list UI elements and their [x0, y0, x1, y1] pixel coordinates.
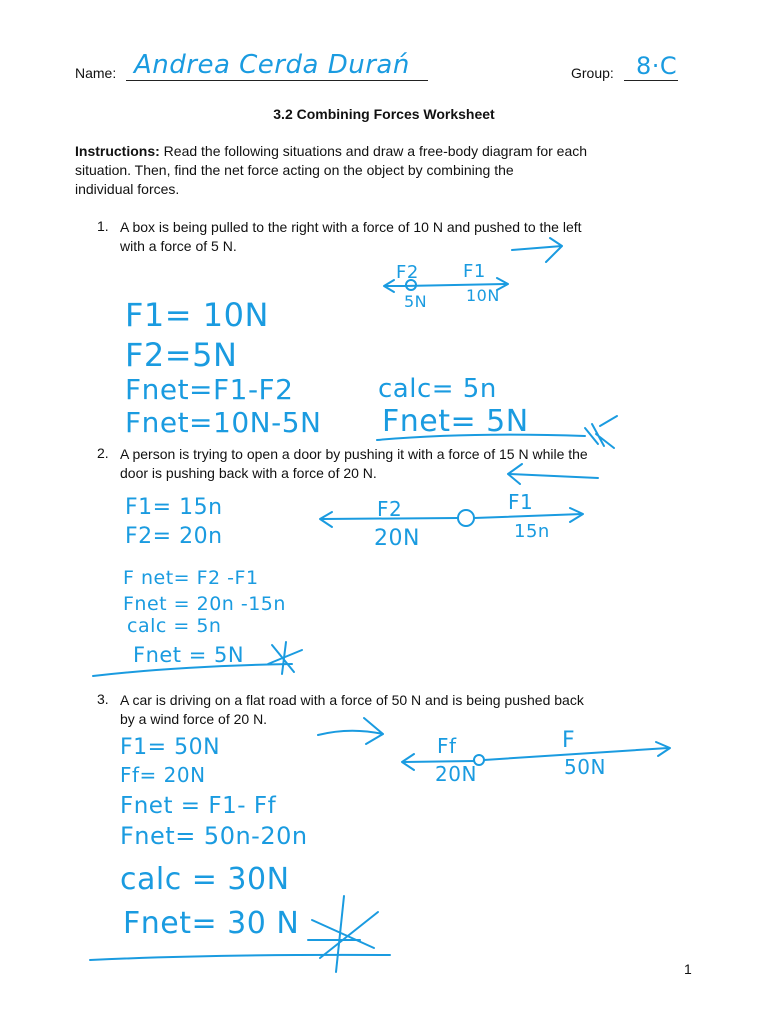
q2-diagram-right-label: F1 [508, 490, 534, 514]
name-label: Name: [75, 65, 117, 81]
q1-diagram-right-value: 10N [466, 286, 500, 305]
q3-diagram-left-value: 20N [435, 762, 477, 786]
q2-diagram-left-value: 20N [374, 526, 420, 551]
q3-work-line-5: calc = 30N [120, 862, 290, 897]
q3-work-line-2: Ff= 20N [120, 763, 206, 787]
question-3-number: 3. [97, 691, 109, 707]
q3-diagram-right-label: F [562, 728, 576, 753]
q2-check-mark-icon [268, 642, 302, 674]
q2-work-line-3: F net= F2 -F1 [123, 567, 259, 589]
q3-answer-underline [90, 955, 390, 960]
q2-work-line-1: F1= 15n [125, 495, 223, 520]
q2-answer: Fnet = 5N [133, 643, 245, 667]
q1-check-mark-icon [585, 416, 617, 448]
group-value: 8·C [636, 52, 678, 80]
q3-diagram-right-value: 50N [564, 755, 606, 779]
question-2-number: 2. [97, 445, 109, 461]
instructions-text-1: Read the following situations and draw a free-body diagram for each [163, 143, 588, 159]
q1-diagram-right-label: F1 [463, 261, 486, 282]
instructions-text-2: situation. Then, find the net force acting on the object by combining the [75, 162, 514, 178]
q1-answer: Fnet= 5N [382, 404, 529, 439]
q2-work-line-5: calc = 5n [127, 615, 222, 637]
q3-diagram-left-label: Ff [437, 734, 457, 758]
page-number: 1 [684, 961, 692, 977]
question-2-line-2: door is pushing back with a force of 20 N. [120, 465, 377, 481]
q1-work-line-2: F2=5N [125, 336, 238, 374]
question-1-number: 1. [97, 218, 109, 234]
student-name: Andrea Cerda Durań [134, 50, 410, 80]
q2-free-body-diagram [320, 508, 583, 527]
instructions-label: Instructions: [75, 143, 160, 159]
q3-work-line-3: Fnet = F1- Ff [120, 793, 277, 819]
q1-work-line-1: F1= 10N [125, 296, 269, 334]
q3-direction-arrow-icon [318, 718, 383, 744]
q1-calc: calc= 5n [378, 374, 497, 404]
q1-answer-underline [377, 435, 585, 440]
q2-work-line-4: Fnet = 20n -15n [123, 593, 286, 615]
question-3-line-2: by a wind force of 20 N. [120, 711, 268, 727]
q2-diagram-right-value: 15n [514, 521, 550, 542]
q2-diagram-left-label: F2 [377, 497, 403, 521]
q1-work-line-4: Fnet=10N-5N [125, 406, 322, 439]
q3-work-line-1: F1= 50N [120, 735, 221, 760]
q3-work-line-4: Fnet= 50n-20n [120, 822, 308, 850]
q1-free-body-diagram [384, 278, 508, 292]
question-2-line-1: A person is trying to open a door by pushing it with a force of 15 N while the [120, 446, 588, 462]
q1-diagram-left-value: 5N [404, 292, 428, 311]
q2-work-line-2: F2= 20n [125, 524, 223, 549]
question-1-line-2: with a force of 5 N. [120, 238, 237, 254]
q1-work-line-3: Fnet=F1-F2 [125, 373, 294, 406]
q3-free-body-diagram [402, 742, 670, 770]
group-label: Group: [571, 65, 614, 81]
instructions-text-3: individual forces. [75, 181, 180, 197]
q3-check-mark-icon [308, 896, 378, 972]
q2-direction-arrow-icon [508, 464, 598, 484]
q1-diagram-left-label: F2 [396, 262, 419, 283]
q2-answer-underline [93, 664, 292, 676]
question-1-line-1: A box is being pulled to the right with a force of 10 N and pushed to the left [120, 219, 582, 235]
q1-direction-arrow-icon [512, 238, 562, 262]
worksheet-title: 3.2 Combining Forces Worksheet [273, 106, 495, 122]
q3-answer: Fnet= 30 N [123, 906, 300, 941]
question-3-line-1: A car is driving on a flat road with a force of 50 N and is being pushed back [120, 692, 584, 708]
